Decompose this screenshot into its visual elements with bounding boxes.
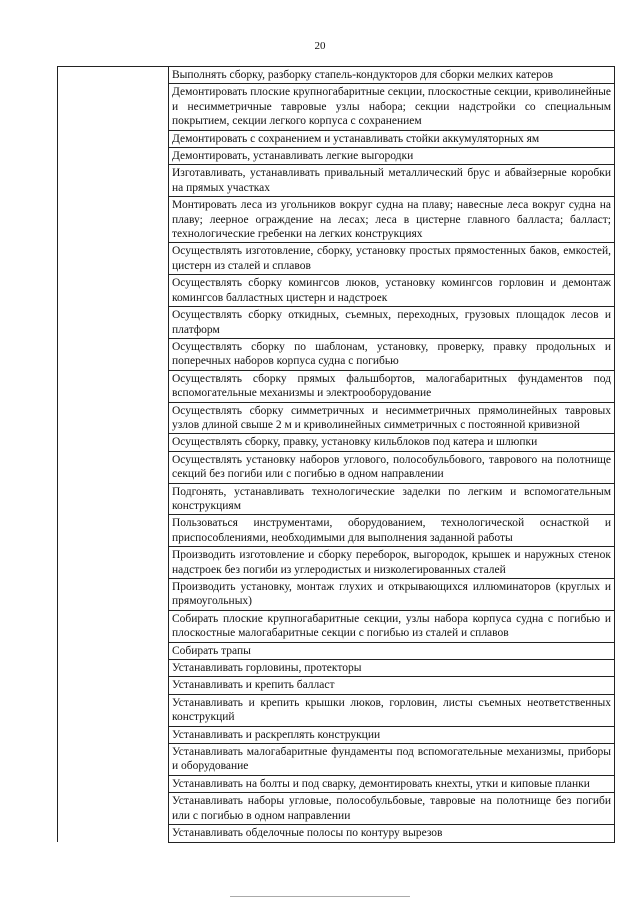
skill-text-cell: Демонтировать с сохранением и устанавливать стойки аккумуляторных ям bbox=[169, 130, 615, 147]
row-empty-cell bbox=[58, 547, 169, 579]
table-row bbox=[58, 579, 615, 611]
table-row bbox=[58, 84, 615, 130]
skill-text-cell: Собирать трапы bbox=[169, 642, 615, 659]
footer-rule bbox=[230, 896, 410, 897]
skill-text-cell: Осуществлять изготовление, сборку, установку простых прямостенных баков, емкостей, цистерн из сталей и сплавов bbox=[169, 243, 615, 275]
row-empty-cell bbox=[58, 307, 169, 339]
table-row bbox=[58, 197, 615, 243]
row-empty-cell bbox=[58, 610, 169, 642]
table-row bbox=[58, 660, 615, 677]
row-empty-cell bbox=[58, 451, 169, 483]
table-row bbox=[58, 515, 615, 547]
skill-text-cell: Устанавливать и крепить крышки люков, горловин, листы съемных неответственных конструкций bbox=[169, 694, 615, 726]
skill-text-cell: Осуществлять установку наборов углового, полособульбового, таврового на полотнище секций без погиби или с погибью в одном направлении bbox=[169, 451, 615, 483]
skill-text-cell: Устанавливать на болты и под сварку, демонтировать кнехты, утки и киповые планки bbox=[169, 775, 615, 792]
table-row bbox=[58, 338, 615, 370]
row-empty-cell bbox=[58, 275, 169, 307]
page-number: 20 bbox=[314, 40, 326, 52]
table-row bbox=[58, 370, 615, 402]
skill-text-cell: Изготавливать, устанавливать привальный металлический брус и абвайзерные коробки на прямых участках bbox=[169, 165, 615, 197]
table-row bbox=[58, 483, 615, 515]
skill-text-cell: Собирать плоские крупногабаритные секции, узлы набора корпуса судна с погибью и плоскостные малогабаритные секции с погибью из сталей и сплавов bbox=[169, 610, 615, 642]
table-row bbox=[58, 793, 615, 825]
skill-text-cell: Осуществлять сборку комингсов люков, установку комингсов горловин и демонтаж комингсов балластных цистерн и надстроек bbox=[169, 275, 615, 307]
skill-text-cell: Устанавливать и крепить балласт bbox=[169, 677, 615, 694]
row-empty-cell bbox=[58, 515, 169, 547]
skill-text-cell: Пользоваться инструментами, оборудованием, технологической оснасткой и приспособлениями, необходимыми для выполнения заданной работы bbox=[169, 515, 615, 547]
table-row bbox=[58, 642, 615, 659]
skill-text-cell: Устанавливать обделочные полосы по контуру вырезов bbox=[169, 825, 615, 842]
skill-text-cell: Демонтировать плоские крупногабаритные секции, плоскостные секции, криволинейные и несимметричные тавровые узлы набора; секции надстройки со специальным покрытием, секции легкого корпуса с сохранением bbox=[169, 84, 615, 130]
skill-text-cell: Устанавливать и раскреплять конструкции bbox=[169, 726, 615, 743]
table-row bbox=[58, 610, 615, 642]
row-empty-cell bbox=[58, 793, 169, 825]
table-row bbox=[58, 547, 615, 579]
skill-text-cell: Осуществлять сборку откидных, съемных, переходных, грузовых площадок лесов и платформ bbox=[169, 307, 615, 339]
row-empty-cell bbox=[58, 642, 169, 659]
table-row bbox=[58, 402, 615, 434]
row-empty-cell bbox=[58, 148, 169, 165]
skill-text-cell: Устанавливать малогабаритные фундаменты под вспомогательные механизмы, приборы и оборудование bbox=[169, 744, 615, 776]
row-empty-cell bbox=[58, 744, 169, 776]
table-row bbox=[58, 694, 615, 726]
skill-text-cell: Производить установку, монтаж глухих и открывающихся иллюминаторов (круглых и прямоугольных) bbox=[169, 579, 615, 611]
row-empty-cell bbox=[58, 694, 169, 726]
skill-text-cell: Устанавливать горловины, протекторы bbox=[169, 660, 615, 677]
row-empty-cell bbox=[58, 67, 169, 84]
skill-text-cell: Осуществлять сборку по шаблонам, установку, проверку, правку продольных и поперечных наборов корпуса судна с погибью bbox=[169, 338, 615, 370]
row-empty-cell bbox=[58, 677, 169, 694]
table-row bbox=[58, 451, 615, 483]
row-empty-cell bbox=[58, 197, 169, 243]
table-row bbox=[58, 130, 615, 147]
row-empty-cell bbox=[58, 130, 169, 147]
skills-table bbox=[57, 66, 615, 843]
row-empty-cell bbox=[58, 402, 169, 434]
skill-text-cell: Осуществлять сборку, правку, установку кильблоков под катера и шлюпки bbox=[169, 434, 615, 451]
skill-text-cell: Осуществлять сборку прямых фальшбортов, малогабаритных фундаментов под вспомогательные механизмы и электрооборудование bbox=[169, 370, 615, 402]
table-row bbox=[58, 148, 615, 165]
row-empty-cell bbox=[58, 165, 169, 197]
skill-text-cell: Устанавливать наборы угловые, полособульбовые, тавровые на полотнище без погиби или с погибью в одном направлении bbox=[169, 793, 615, 825]
row-empty-cell bbox=[58, 370, 169, 402]
row-empty-cell bbox=[58, 726, 169, 743]
table-row bbox=[58, 434, 615, 451]
row-empty-cell bbox=[58, 338, 169, 370]
skill-text-cell: Выполнять сборку, разборку стапель-кондукторов для сборки мелких катеров bbox=[169, 67, 615, 84]
skill-text-cell: Производить изготовление и сборку переборок, выгородок, крышек и наружных стенок надстроек без погиби из углеродистых и низколегированных сталей bbox=[169, 547, 615, 579]
table-row bbox=[58, 726, 615, 743]
row-empty-cell bbox=[58, 84, 169, 130]
row-empty-cell bbox=[58, 579, 169, 611]
row-empty-cell bbox=[58, 775, 169, 792]
table-row bbox=[58, 275, 615, 307]
table-row bbox=[58, 677, 615, 694]
skill-text-cell: Осуществлять сборку симметричных и несимметричных прямолинейных тавровых узлов длиной свыше 2 м и криволинейных симметричных с постоянной кривизной bbox=[169, 402, 615, 434]
table-row bbox=[58, 67, 615, 84]
table-row bbox=[58, 165, 615, 197]
skill-text-cell: Монтировать леса из угольников вокруг судна на плаву; навесные леса вокруг судна на плаву; леерное ограждение на лесах; леса в цистерне главного балласта; балласт; технологические гребенки на легких конструкциях bbox=[169, 197, 615, 243]
table-row bbox=[58, 775, 615, 792]
row-empty-cell bbox=[58, 434, 169, 451]
skill-text-cell: Демонтировать, устанавливать легкие выгородки bbox=[169, 148, 615, 165]
row-empty-cell bbox=[58, 243, 169, 275]
table-row bbox=[58, 243, 615, 275]
skill-text-cell: Подгонять, устанавливать технологические заделки по легким и вспомогательным конструкциям bbox=[169, 483, 615, 515]
row-empty-cell bbox=[58, 825, 169, 842]
table-row bbox=[58, 307, 615, 339]
row-empty-cell bbox=[58, 660, 169, 677]
skills-table-body bbox=[58, 67, 615, 843]
table-row bbox=[58, 825, 615, 842]
table-row bbox=[58, 744, 615, 776]
row-empty-cell bbox=[58, 483, 169, 515]
